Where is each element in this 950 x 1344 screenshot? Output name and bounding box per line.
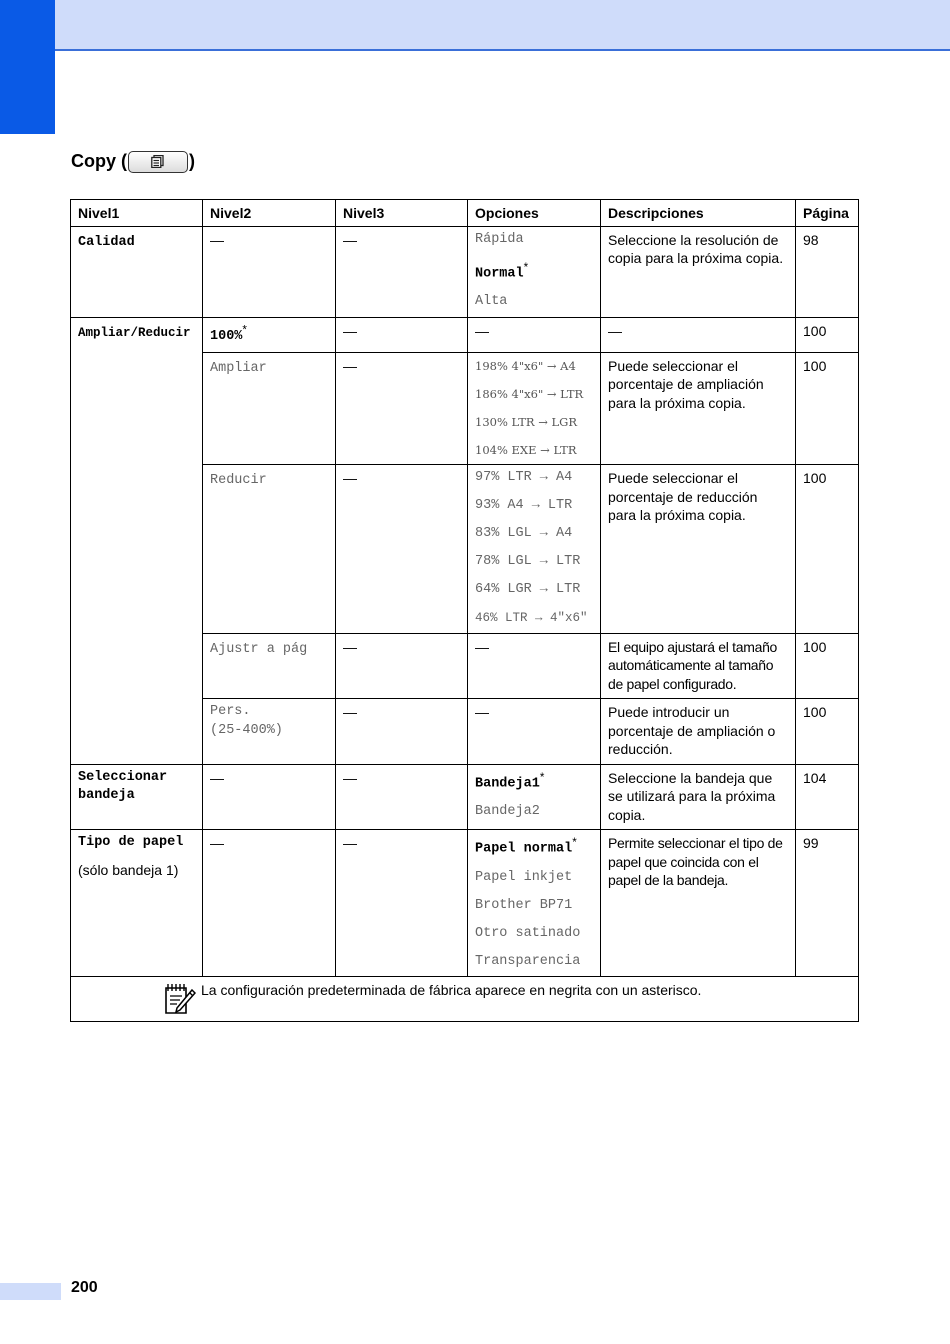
nivel2-dash: —: [210, 835, 224, 852]
option-otro-satinado: Otro satinado: [475, 925, 581, 941]
note-text: La configuración predeterminada de fábrica aparece en negrita con un asterisco.: [201, 982, 702, 999]
nivel3-dash: —: [343, 231, 357, 248]
nivel1-bandeja: bandeja: [78, 788, 135, 804]
header-nivel3: Nivel3: [336, 200, 468, 227]
option-bandeja1-default: Bandeja1*: [475, 770, 545, 792]
header-band: [0, 0, 950, 51]
option-93: 93% A4 → LTR: [475, 498, 573, 514]
option-97: 97% LTR → A4: [475, 470, 573, 486]
page-pers: 100: [803, 704, 827, 721]
nivel2-pers-range: (25-400%): [210, 722, 283, 738]
option-brother-bp71: Brother BP71: [475, 897, 573, 913]
section-title-prefix: Copy (: [71, 150, 127, 171]
options-dash: —: [475, 322, 489, 339]
nivel1-calidad: Calidad: [78, 234, 135, 250]
option-46: 46% LTR → 4"x6": [475, 611, 588, 626]
nivel2-ampliar: Ampliar: [210, 360, 267, 376]
page-number: 200: [71, 1279, 98, 1296]
option-papel-inkjet: Papel inkjet: [475, 869, 573, 885]
nivel2-dash: —: [210, 769, 224, 786]
table-header-row: [71, 200, 859, 227]
nivel3-dash: —: [343, 638, 357, 655]
page-bandeja: 104: [803, 769, 827, 786]
description-ampliar: Puede seleccionar el porcentaje de ampliación para la próxima copia.: [608, 357, 764, 411]
chapter-tab: [0, 0, 55, 134]
options-dash: —: [475, 704, 489, 721]
option-83: 83% LGL → A4: [475, 526, 573, 542]
note-row: [71, 977, 859, 1022]
description-pers: Puede introducir un porcentaje de ampliación o reducción.: [608, 704, 776, 758]
page-ampliar: 100: [803, 357, 827, 374]
nivel1-ampliar-reducir: Ampliar/Reducir: [78, 325, 191, 340]
page-reducir: 100: [803, 470, 827, 487]
option-normal-default: Normal*: [475, 260, 529, 282]
option-alta: Alta: [475, 294, 508, 310]
nivel1-seleccionar: Seleccionar: [78, 769, 168, 785]
option-130: 130% LTR → LGR: [475, 414, 577, 429]
nivel2-100-default: 100%*: [210, 323, 247, 345]
description-calidad: Seleccione la resolución de copia para la próxima copia.: [608, 231, 784, 266]
nivel3-dash: —: [343, 322, 357, 339]
option-64: 64% LGR → LTR: [475, 582, 581, 598]
section-title: [71, 150, 195, 172]
description-reducir: Puede seleccionar el porcentaje de reducción para la próxima copia.: [608, 470, 758, 524]
header-opciones: Opciones: [468, 200, 601, 227]
nivel1-tipo-papel: Tipo de papel: [78, 835, 184, 851]
option-104: 104% EXE → LTR: [475, 442, 577, 457]
settings-table: [70, 199, 859, 1022]
description-dash: —: [608, 322, 622, 339]
page-ajustar: 100: [803, 638, 827, 655]
page-calidad: 98: [803, 231, 819, 248]
description-ajustar: El equipo ajustará el tamaño automáticamente al tamaño de papel configurado.: [608, 638, 778, 692]
note-pencil-icon: [162, 982, 196, 1016]
page-tipo: 99: [803, 835, 819, 852]
header-pagina: Página: [796, 200, 859, 227]
nivel3-dash: —: [343, 704, 357, 721]
option-papel-normal-default: Papel normal*: [475, 836, 577, 857]
nivel2-reducir: Reducir: [210, 473, 267, 489]
options-dash: —: [475, 638, 489, 655]
table-row: [71, 317, 859, 352]
nivel2-dash: —: [210, 231, 224, 248]
nivel3-dash: —: [343, 357, 357, 374]
nivel2-pers: Pers.: [210, 704, 251, 720]
option-198: 198% 4"x6" → A4: [475, 358, 576, 373]
copy-key-icon: [128, 151, 188, 173]
page-number-band: [0, 1283, 61, 1300]
nivel2-ajustar: Ajustr a pág: [210, 641, 308, 657]
table-row: [71, 764, 859, 830]
option-78: 78% LGL → LTR: [475, 554, 581, 570]
header-nivel2: Nivel2: [203, 200, 336, 227]
header-nivel1: Nivel1: [71, 200, 203, 227]
option-transparencia: Transparencia: [475, 953, 581, 969]
description-bandeja: Seleccione la bandeja que se utilizará para la próxima copia.: [608, 769, 776, 823]
nivel1-tipo-note: (sólo bandeja 1): [78, 861, 179, 878]
description-tipo: Permite seleccionar el tipo de papel que coincida con el papel de la bandeja.: [608, 835, 783, 889]
page-100: 100: [803, 322, 827, 339]
nivel3-dash: —: [343, 470, 357, 487]
section-title-suffix: ): [189, 150, 195, 171]
nivel3-dash: —: [343, 769, 357, 786]
option-186: 186% 4"x6" → LTR: [475, 386, 584, 401]
table-row: [71, 226, 859, 317]
option-rapida: Rápida: [475, 231, 524, 247]
nivel3-dash: —: [343, 835, 357, 852]
table-row: [71, 830, 859, 977]
header-descripciones: Descripciones: [601, 200, 796, 227]
option-bandeja2: Bandeja2: [475, 804, 540, 820]
